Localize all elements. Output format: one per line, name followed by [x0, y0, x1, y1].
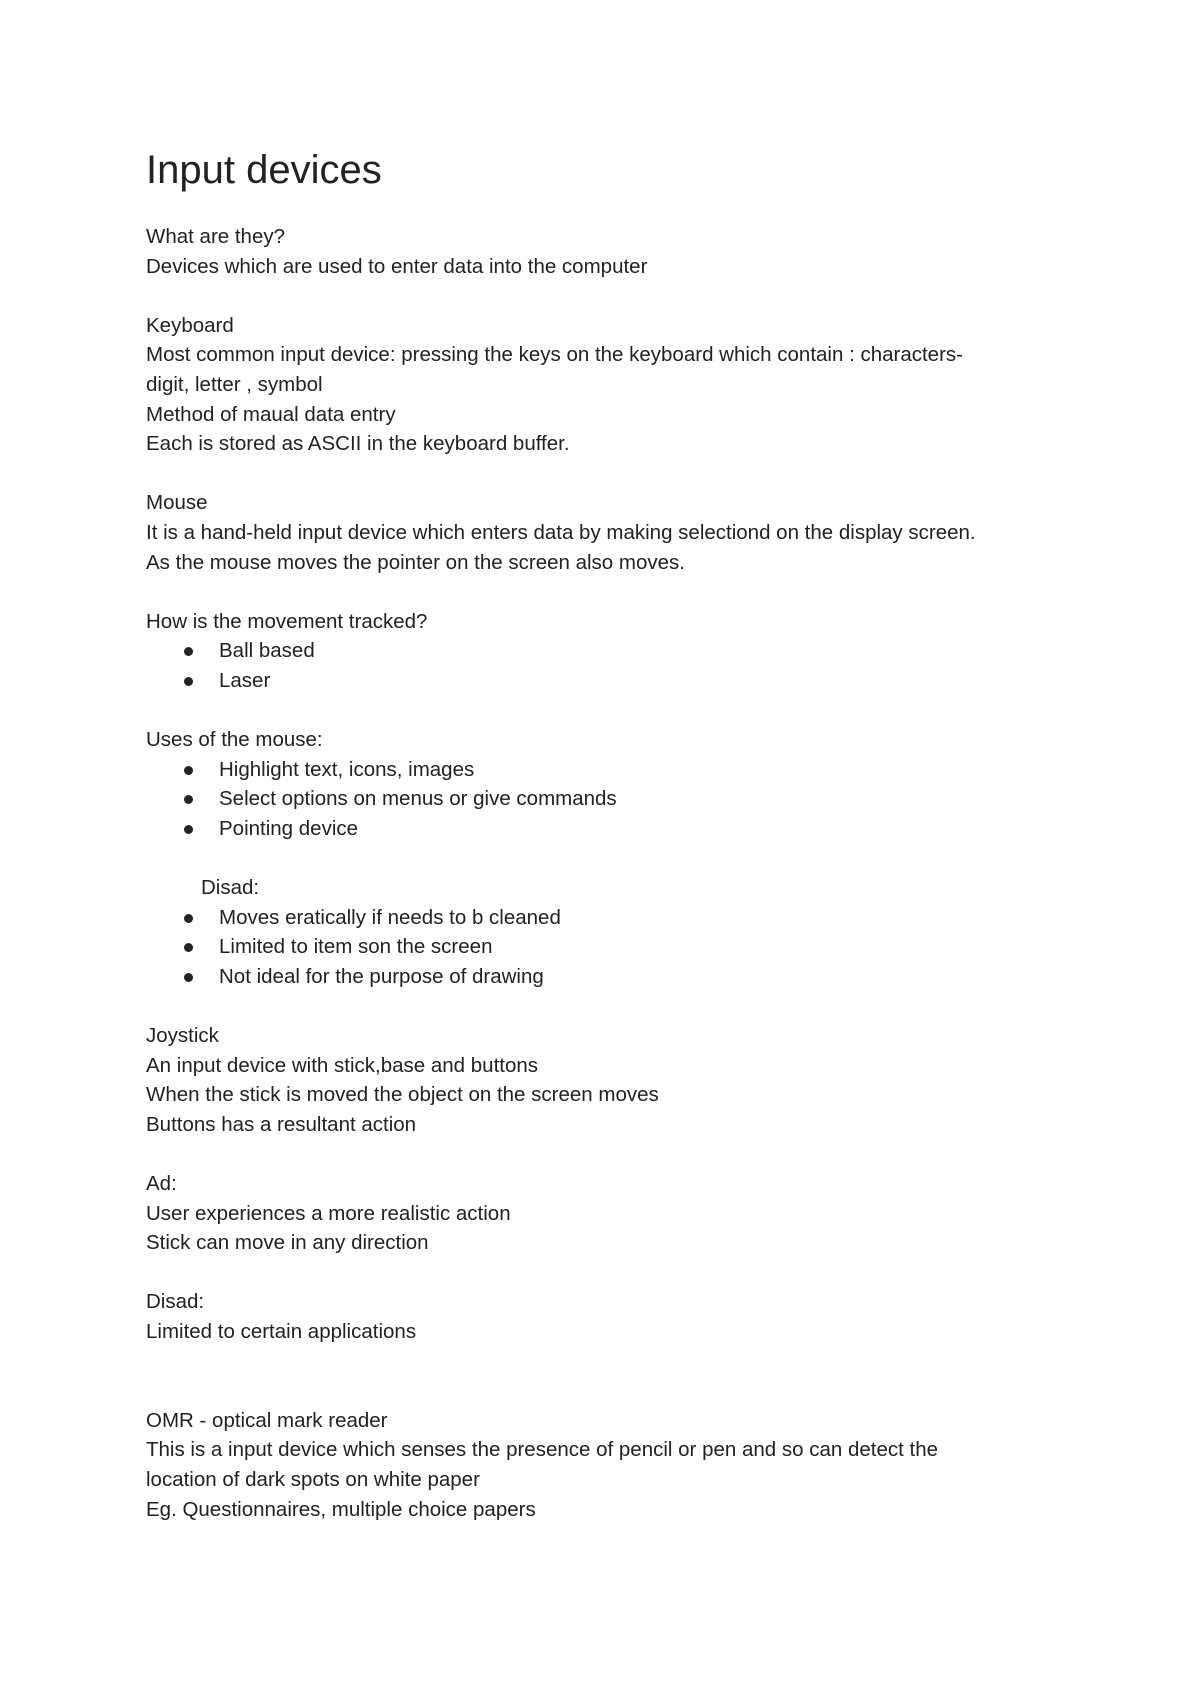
- bullet-icon: [184, 677, 193, 686]
- list-item-text: Select options on menus or give commands: [219, 787, 617, 811]
- bullet-icon: [184, 825, 193, 834]
- joystick-heading: Joystick: [146, 1024, 219, 1048]
- spacer: [146, 1139, 1066, 1169]
- mouse-line: It is a hand-held input device which enters data by making selectiond on the display screen.: [146, 520, 976, 544]
- joystick-line: When the stick is moved the object on the screen moves: [146, 1083, 659, 1107]
- joystick-ad-line: Stick can move in any direction: [146, 1231, 429, 1255]
- mouse-disad-list: [146, 903, 1066, 992]
- list-item-text: Highlight text, icons, images: [219, 757, 475, 781]
- document-content: [146, 142, 1066, 1524]
- list-item-text: Moves eratically if needs to b cleaned: [219, 905, 561, 929]
- spacer: [146, 459, 1066, 489]
- keyboard-line: Method of maual data entry: [146, 402, 396, 426]
- bullet-icon: [184, 766, 193, 775]
- intro-question: What are they?: [146, 225, 286, 248]
- bullet-icon: [184, 795, 193, 804]
- tracking-list: [146, 636, 1066, 695]
- keyboard-line: Most common input device: pressing the keys on the keyboard which contain : characters-: [146, 343, 963, 367]
- joystick-disad-line: Limited to certain applications: [146, 1319, 417, 1343]
- omr-line: This is a input device which senses the presence of pencil or pen and so can detect the: [146, 1438, 939, 1462]
- list-item-text: Not ideal for the purpose of drawing: [219, 964, 544, 988]
- tracking-heading: How is the movement tracked?: [146, 609, 428, 633]
- page-title: Input devices: [146, 148, 382, 192]
- omr-line: location of dark spots on white paper: [146, 1467, 480, 1491]
- list-item: [146, 962, 1066, 992]
- bullet-icon: [184, 914, 193, 923]
- spacer: [146, 1258, 1066, 1288]
- list-item-text: Ball based: [219, 639, 315, 663]
- bullet-icon: [184, 647, 193, 656]
- list-item: [146, 666, 1066, 696]
- joystick-line: An input device with stick,base and buttons: [146, 1053, 539, 1077]
- list-item: [146, 814, 1066, 844]
- list-item-text: Pointing device: [219, 816, 359, 840]
- bullet-icon: [184, 943, 193, 952]
- list-item: [146, 784, 1066, 814]
- spacer: [146, 696, 1066, 726]
- keyboard-line: digit, letter , symbol: [146, 372, 323, 396]
- spacer: [146, 843, 1066, 873]
- list-item: [146, 755, 1066, 785]
- list-item: [146, 903, 1066, 933]
- joystick-disad-heading: Disad:: [146, 1290, 205, 1314]
- list-item-text: Laser: [219, 668, 271, 692]
- joystick-ad-line: User experiences a more realistic action: [146, 1201, 511, 1225]
- mouse-disad-heading: Disad:: [201, 876, 260, 900]
- omr-heading: OMR - optical mark reader: [146, 1408, 388, 1432]
- uses-heading: Uses of the mouse:: [146, 728, 323, 752]
- mouse-line: As the mouse moves the pointer on the screen also moves.: [146, 550, 685, 574]
- spacer: [146, 577, 1066, 607]
- list-item: [146, 932, 1066, 962]
- joystick-line: Buttons has a resultant action: [146, 1112, 417, 1136]
- list-item: [146, 636, 1066, 666]
- keyboard-line: Each is stored as ASCII in the keyboard buffer.: [146, 432, 570, 456]
- bullet-icon: [184, 973, 193, 982]
- list-item-text: Limited to item son the screen: [219, 935, 493, 959]
- spacer: [146, 281, 1066, 311]
- intro-answer: Devices which are used to enter data into the computer: [146, 254, 648, 278]
- mouse-heading: Mouse: [146, 491, 208, 515]
- spacer: [146, 991, 1066, 1021]
- spacer: [146, 1347, 1066, 1406]
- keyboard-heading: Keyboard: [146, 313, 234, 337]
- joystick-ad-heading: Ad:: [146, 1172, 177, 1195]
- omr-line: Eg. Questionnaires, multiple choice papers: [146, 1497, 536, 1521]
- uses-list: [146, 755, 1066, 844]
